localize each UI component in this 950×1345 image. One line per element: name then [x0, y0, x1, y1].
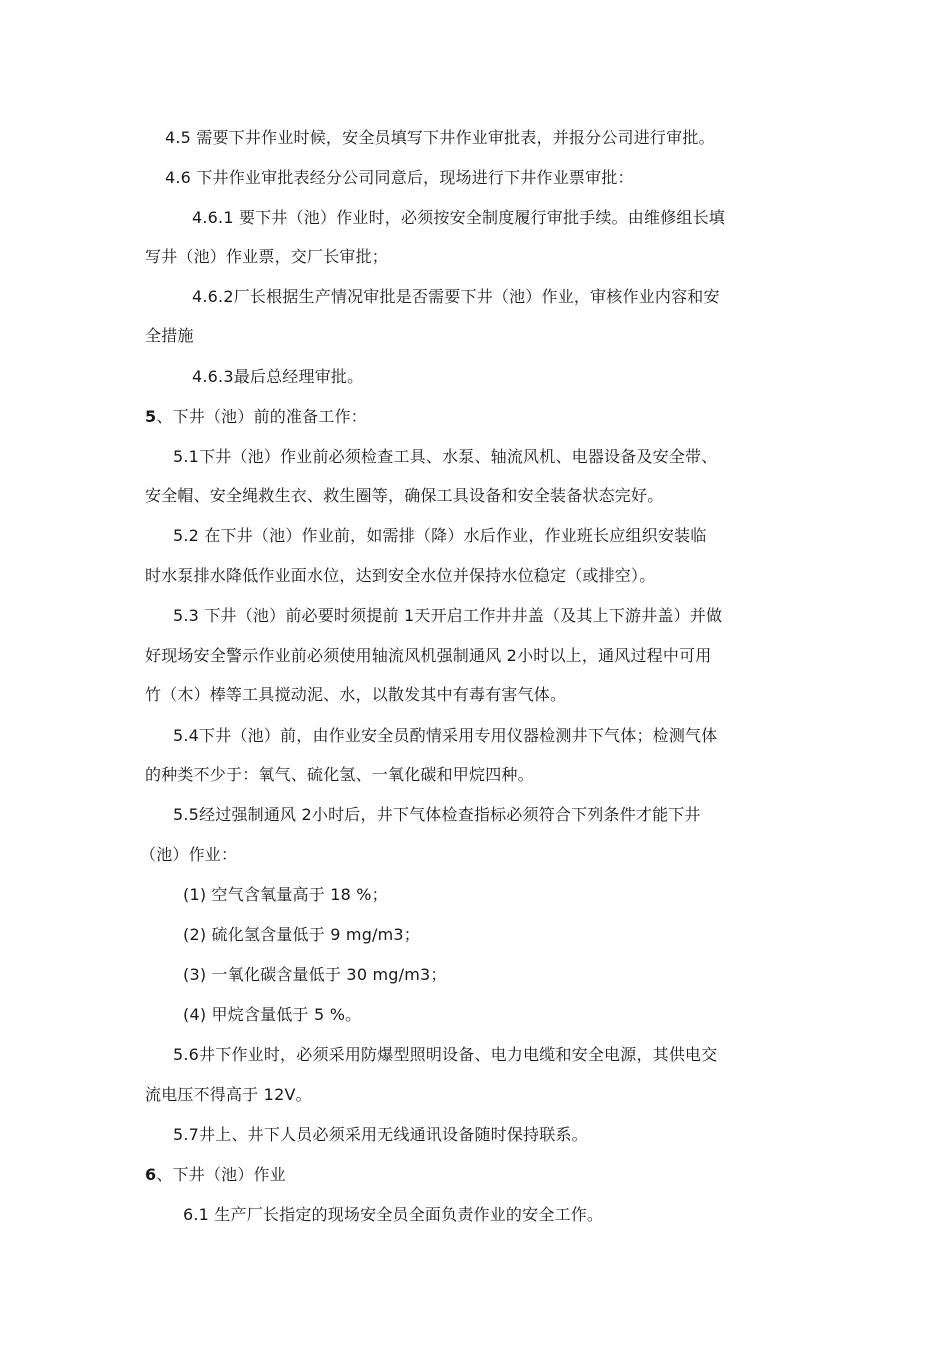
clause-5-3: 5.3 下井（池）前必要时须提前 1天开启工作井井盖（及其上下游井盖）并做: [173, 606, 723, 625]
clause-4-6: 4.6 下井作业审批表经分公司同意后，现场进行下井作业票审批：: [165, 168, 634, 187]
section-6-heading: [145, 1165, 286, 1185]
section-5-number: 5: [145, 407, 157, 426]
clause-4-6-1: 4.6.1 要下井（池）作业时，必须按安全制度履行审批手续。由维修组长填: [192, 208, 725, 227]
condition-4: (4) 甲烷含量低于 5 %。: [183, 1005, 362, 1024]
condition-2: (2) 硫化氢含量低于 9 mg/m3；: [183, 925, 421, 944]
condition-3: (3) 一氧化碳含量低于 30 mg/m3；: [183, 965, 447, 984]
clause-6-1: 6.1 生产厂长指定的现场安全员全面负责作业的安全工作。: [183, 1205, 604, 1224]
section-6-number: 6: [145, 1165, 157, 1184]
clause-5-3-cont2: 竹（木）棒等工具搅动泥、水，以散发其中有毒有害气体。: [145, 685, 567, 704]
clause-5-4: 5.4下井（池）前，由作业安全员酌情采用专用仪器检测井下气体；检测气体: [173, 726, 718, 745]
clause-5-4-cont: 的种类不少于：氧气、硫化氢、一氧化碳和甲烷四种。: [145, 765, 534, 784]
clause-5-6-cont: 流电压不得高于 12V。: [145, 1085, 312, 1104]
clause-5-5-cont: （池）作业：: [140, 845, 238, 864]
clause-4-5: 4.5 需要下井作业时候，安全员填写下井作业审批表，并报分公司进行审批。: [165, 128, 715, 147]
clause-5-1: 5.1下井（池）作业前必须检查工具、水泵、轴流风机、电器设备及安全带、: [173, 447, 718, 466]
condition-1: (1) 空气含氧量高于 18 %；: [183, 885, 388, 904]
section-6-title: 、下井（池）作业: [156, 1165, 286, 1184]
clause-4-6-2: 4.6.2厂长根据生产情况审批是否需要下井（池）作业，审核作业内容和安: [192, 287, 720, 306]
clause-4-6-3: 4.6.3最后总经理审批。: [192, 367, 364, 386]
clause-4-6-1-cont: 写井（池）作业票，交厂长审批；: [145, 247, 389, 266]
clause-4-6-2-cont: 全措施: [145, 326, 194, 345]
clause-5-3-cont1: 好现场安全警示作业前必须使用轴流风机强制通风 2小时以上，通风过程中可用: [145, 646, 712, 665]
clause-5-5: 5.5经过强制通风 2小时后，井下气体检查指标必须符合下列条件才能下井: [173, 805, 701, 824]
section-5-title: 、下井（池）前的准备工作：: [156, 407, 367, 426]
clause-5-6: 5.6井下作业时，必须采用防爆型照明设备、电力电缆和安全电源，其供电交: [173, 1045, 718, 1064]
clause-5-2-cont: 时水泵排水降低作业面水位，达到安全水位并保持水位稳定（或排空）。: [145, 566, 656, 585]
clause-5-2: 5.2 在下井（池）作业前，如需排（降）水后作业，作业班长应组织安装临: [173, 526, 707, 545]
clause-5-7: 5.7井上、井下人员必须采用无线通讯设备随时保持联系。: [173, 1125, 588, 1144]
clause-5-1-cont: 安全帽、安全绳救生衣、救生圈等，确保工具设备和安全装备状态完好。: [145, 486, 664, 505]
section-5-heading: [145, 407, 367, 427]
